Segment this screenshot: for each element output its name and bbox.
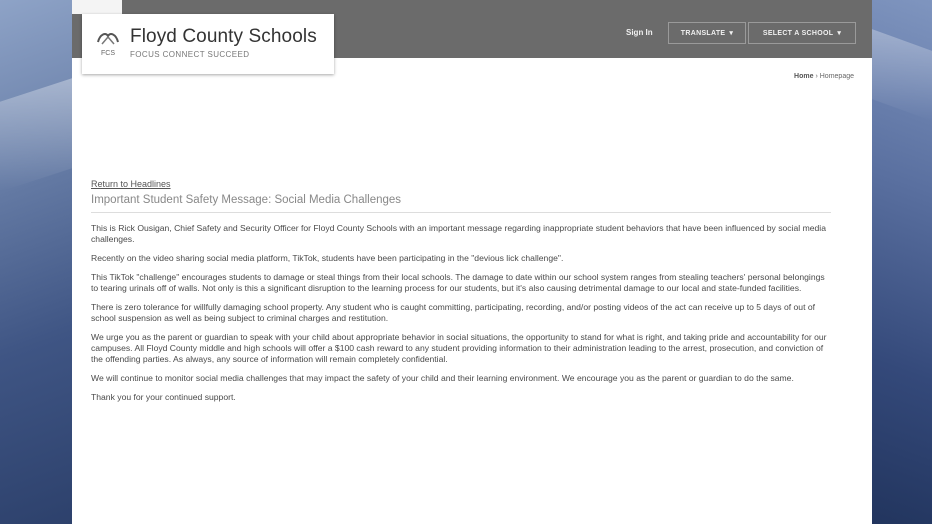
select-school-label: SELECT A SCHOOL — [762, 29, 834, 37]
article — [91, 174, 831, 411]
tagline: FOCUS CONNECT SUCCEED — [130, 50, 250, 59]
breadcrumb-current: Homepage — [819, 73, 854, 80]
article-title: Important Student Safety Message: Social Media Challenges — [91, 194, 831, 213]
article-paragraph: Thank you for your continued support. — [91, 392, 236, 402]
chevron-down-icon: ▾ — [729, 30, 734, 37]
logo-mark-text: FCS — [101, 50, 115, 57]
chevron-down-icon: ▾ — [837, 30, 842, 37]
district-logo-link[interactable] — [82, 14, 334, 74]
breadcrumb-separator: › — [815, 73, 818, 80]
article-paragraph: There is zero tolerance for willfully damaging school property. Any student who is caught committing, participating, recording, and/or posting videos of the act can receive up to 5 days of out of school suspension as well as being subject to criminal charges and restitution. — [91, 302, 816, 323]
web-page — [72, 0, 872, 524]
district-logo-icon — [94, 28, 122, 58]
header-strip — [72, 0, 122, 14]
article-paragraph: This TikTok "challenge" encourages students to damage or steal things from their local schools. The damage to date within our school system ranges from stealing teachers' personal belongings to tearing urinals off of walls. Not only is this a significant disruption to the learning process for our students, but it's also causing detrimental damage to our local and state-funded facilities. — [91, 272, 825, 293]
translate-button[interactable] — [668, 22, 746, 44]
background-left — [0, 0, 72, 524]
article-paragraph: This is Rick Ousigan, Chief Safety and Security Officer for Floyd County Schools with an important message regarding inappropriate student behaviors that have been influenced by social media challenges. — [91, 223, 826, 244]
breadcrumb — [794, 73, 854, 80]
school-name: Floyd County Schools — [130, 26, 317, 47]
sign-in-link[interactable]: Sign In — [626, 28, 653, 37]
background-right — [872, 0, 932, 524]
breadcrumb-home[interactable]: Home — [794, 73, 814, 80]
article-paragraph: We urge you as the parent or guardian to speak with your child about appropriate behavior in social situations, the opportunity to stand for what is right, and taking pride and accountability for our campuses. All Floyd County middle and high schools will offer a $100 cash reward to any student providing information to their administration leading to the arrest, prosecution, and conviction of the offending parties. As always, any source of information will remain completely confidential. — [91, 332, 827, 364]
select-school-button[interactable] — [748, 22, 856, 44]
return-to-headlines-link[interactable]: Return to Headlines — [91, 179, 171, 189]
article-paragraph: Recently on the video sharing social media platform, TikTok, students have been participating in the "devious lick challenge". — [91, 253, 564, 263]
article-paragraph: We will continue to monitor social media challenges that may impact the safety of your child and their learning environment. We encourage you as the parent or guardian to do the same. — [91, 373, 794, 383]
translate-label: TRANSLATE — [680, 29, 726, 37]
